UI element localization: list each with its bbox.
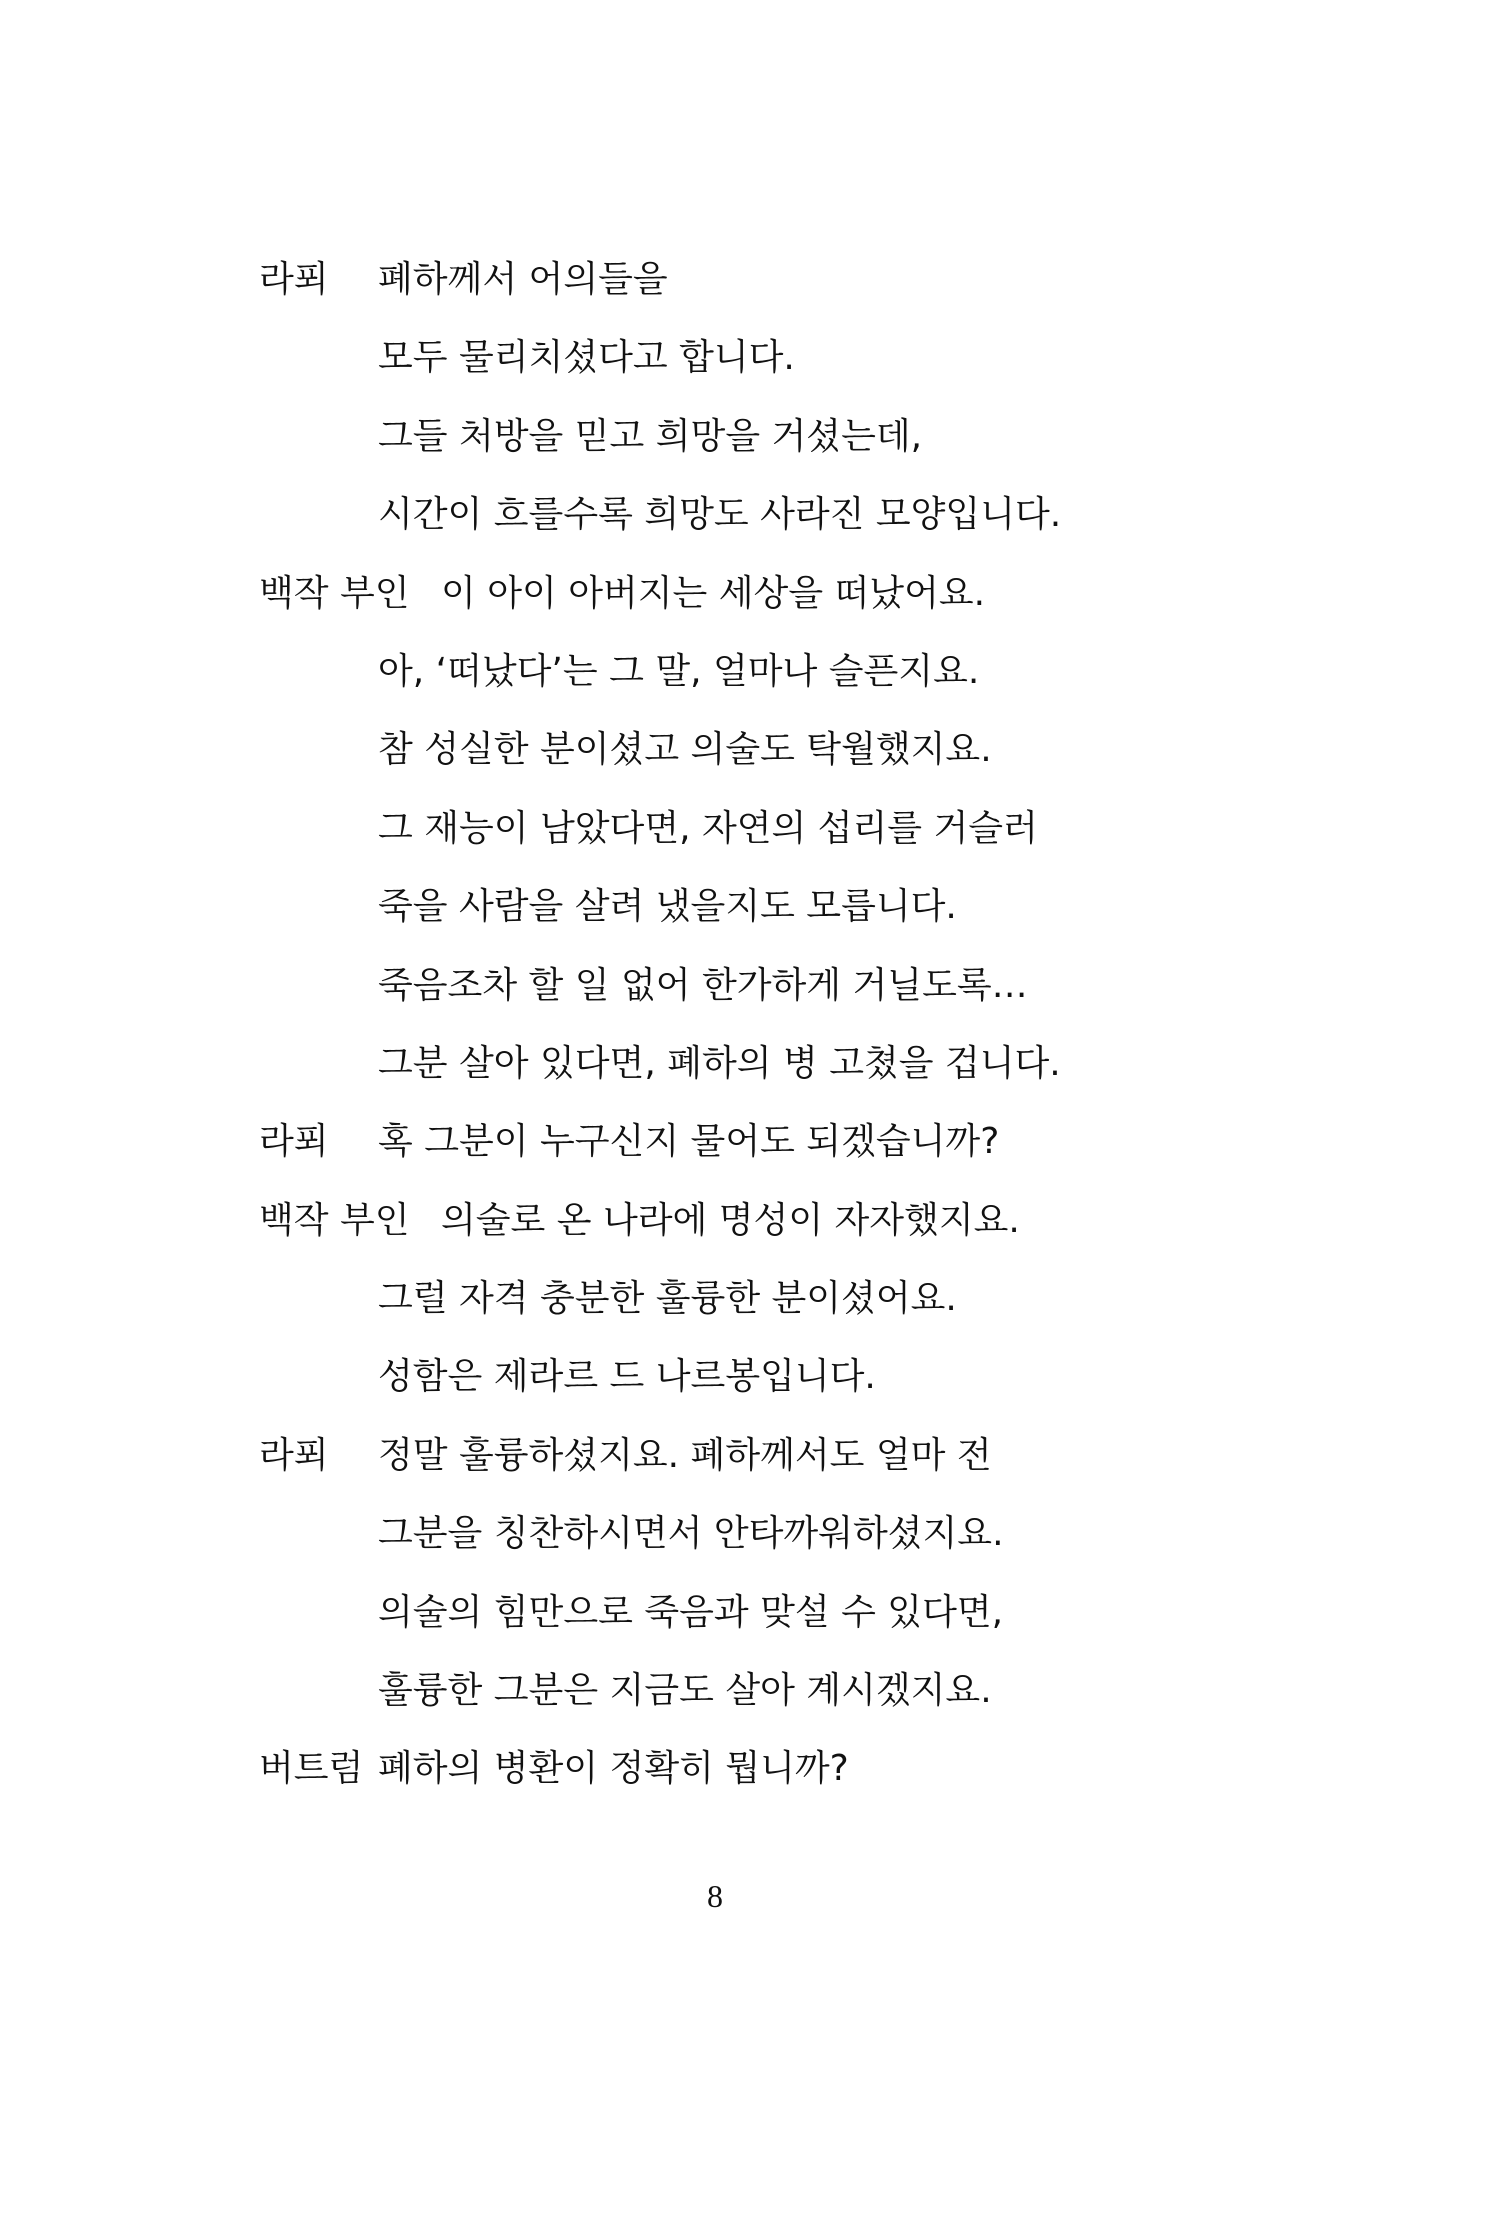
dialogue-line [0, 241, 1512, 319]
dialogue-line [0, 633, 1512, 711]
dialogue-text: 이 아이 아버지는 세상을 떠났어요. [441, 572, 986, 614]
dialogue-text: 그분을 칭찬하시면서 안타까워하셨지요. [378, 1513, 1004, 1555]
dialogue-line [0, 1103, 1512, 1181]
dialogue-line [0, 555, 1512, 633]
speaker-name: 라푀 [259, 259, 329, 300]
speaker-name: 백작 부인 [259, 572, 410, 614]
dialogue-text: 그 재능이 남았다면, 자연의 섭리를 거슬러 [378, 807, 1038, 849]
speaker-name: 버트럼 [259, 1748, 364, 1790]
dialogue-line [0, 947, 1512, 1025]
dialogue-text: 폐하의 병환이 정확히 뭡니까? [378, 1748, 849, 1790]
dialogue-line [0, 711, 1512, 789]
dialogue-line [0, 1260, 1512, 1338]
dialogue-line [0, 1025, 1512, 1103]
dialogue-text: 참 성실한 분이셨고 의술도 탁월했지요. [378, 729, 992, 771]
dialogue-line [0, 1652, 1512, 1730]
dialogue-text: 죽을 사람을 살려 냈을지도 모릅니다. [378, 886, 957, 928]
dialogue-text: 폐하께서 어의들을 [378, 259, 668, 300]
dialogue-line [0, 319, 1512, 397]
dialogue-text: 훌륭한 그분은 지금도 살아 계시겠지요. [378, 1670, 992, 1712]
dialogue-text: 아, ‘떠났다’는 그 말, 얼마나 슬픈지요. [378, 650, 980, 692]
dialogue-text: 정말 훌륭하셨지요. 폐하께서도 얼마 전 [378, 1434, 992, 1476]
page-number: 8 [707, 1878, 723, 1914]
dialogue-text: 시간이 흐를수록 희망도 사라진 모양입니다. [378, 494, 1062, 536]
dialogue-line [0, 868, 1512, 946]
dialogue-text: 혹 그분이 누구신지 물어도 되겠습니까? [378, 1121, 1000, 1163]
dialogue-line [0, 1182, 1512, 1260]
script-body [0, 241, 1512, 1809]
dialogue-line [0, 398, 1512, 476]
dialogue-line [0, 1495, 1512, 1573]
dialogue-line [0, 476, 1512, 554]
dialogue-text: 죽음조차 할 일 없어 한가하게 거닐도록… [378, 964, 1028, 1006]
dialogue-line [0, 1574, 1512, 1652]
dialogue-line [0, 790, 1512, 868]
dialogue-line [0, 1417, 1512, 1495]
dialogue-text: 의술로 온 나라에 명성이 자자했지요. [441, 1199, 1020, 1241]
speaker-name: 백작 부인 [259, 1199, 410, 1241]
dialogue-line [0, 1338, 1512, 1416]
dialogue-text: 그들 처방을 믿고 희망을 거셨는데, [378, 415, 923, 457]
dialogue-text: 성함은 제라르 드 나르봉입니다. [378, 1356, 876, 1398]
speaker-name: 라푀 [259, 1121, 329, 1163]
dialogue-text: 그럴 자격 충분한 훌륭한 분이셨어요. [378, 1278, 957, 1320]
dialogue-text: 그분 살아 있다면, 폐하의 병 고쳤을 겁니다. [378, 1042, 1061, 1084]
speaker-name: 라푀 [259, 1434, 329, 1476]
dialogue-text: 의술의 힘만으로 죽음과 맞설 수 있다면, [378, 1591, 1004, 1633]
dialogue-text: 모두 물리치셨다고 합니다. [378, 337, 795, 379]
dialogue-line [0, 1730, 1512, 1808]
